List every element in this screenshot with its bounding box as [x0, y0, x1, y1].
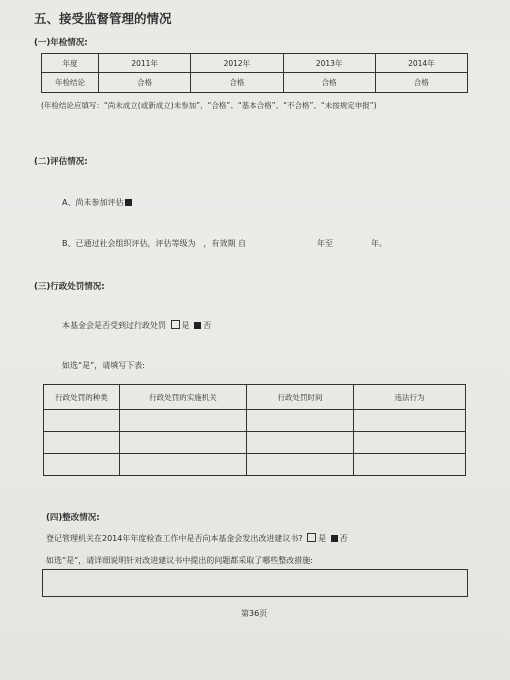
result-cell: 合格 — [191, 73, 283, 93]
rectification-yes-checkbox[interactable] — [307, 533, 316, 542]
penalty-cell[interactable] — [120, 432, 247, 454]
rectification-heading: (四)整改情况: — [46, 513, 100, 523]
table-row — [44, 454, 466, 476]
evaluation-heading: (二)评估情况: — [34, 157, 88, 167]
option-b-part1: B、已通过社会组织评估，评估等级为 — [62, 239, 196, 248]
penalty-cell[interactable] — [354, 432, 466, 454]
annual-inspection-table — [41, 53, 468, 93]
penalty-cell[interactable] — [44, 432, 120, 454]
penalty-cell[interactable] — [354, 454, 466, 476]
evaluation-option-a — [62, 197, 134, 208]
option-b-part4: 年。 — [371, 239, 387, 248]
penalty-cell[interactable] — [247, 432, 354, 454]
table-row — [44, 410, 466, 432]
penalty-cell[interactable] — [120, 454, 247, 476]
result-cell: 合格 — [99, 73, 191, 93]
result-cell: 合格 — [283, 73, 375, 93]
table-row — [44, 432, 466, 454]
penalty-question-line — [62, 320, 211, 331]
penalty-cell[interactable] — [44, 410, 120, 432]
rectification-no-label: 否 — [339, 534, 348, 543]
option-a-label: A、尚未参加评估 — [62, 198, 124, 207]
result-cell: 合格 — [375, 73, 467, 93]
rectification-answer-box[interactable] — [42, 569, 468, 597]
penalty-instruction: 如选“是”，请填写下表: — [62, 361, 145, 370]
evaluation-option-b — [62, 238, 246, 249]
penalty-cell[interactable] — [354, 410, 466, 432]
option-b-part2: ，有效期 自 — [203, 239, 247, 248]
rectification-instruction: 如选“是”，请详细说明针对改进建议书中提出的问题都采取了哪些整改措施: — [46, 556, 313, 565]
option-b-part3: 年至 — [317, 239, 333, 248]
year-cell: 2013年 — [283, 54, 375, 73]
penalty-col-type: 行政处罚的种类 — [44, 385, 120, 410]
penalty-heading: (三)行政处罚情况: — [34, 282, 105, 292]
rectification-no-checkbox[interactable] — [331, 535, 338, 542]
annual-inspection-heading: (一)年检情况: — [34, 38, 88, 48]
penalty-cell[interactable] — [44, 454, 120, 476]
result-label-cell: 年检结论 — [42, 73, 99, 93]
page-number: 第36页 — [241, 609, 268, 618]
penalty-yes-label: 是 — [181, 321, 190, 330]
rectification-yes-label: 是 — [318, 534, 327, 543]
year-cell: 2014年 — [375, 54, 467, 73]
year-header-cell: 年度 — [42, 54, 99, 73]
penalty-question: 本基金会是否受到过行政处罚 — [62, 321, 166, 330]
penalty-cell[interactable] — [120, 410, 247, 432]
penalty-no-checkbox[interactable] — [194, 322, 201, 329]
annual-note: (年检结论应填写：“尚未成立(或新成立)未参加”、“合格”、“基本合格”、“不合格”、“未按规定申报”) — [41, 101, 377, 110]
penalty-no-label: 否 — [203, 321, 212, 330]
penalty-cell[interactable] — [247, 454, 354, 476]
penalty-col-violation: 违法行为 — [354, 385, 466, 410]
penalty-cell[interactable] — [247, 410, 354, 432]
section-title: 五、接受监督管理的情况 — [34, 11, 172, 26]
penalty-yes-checkbox[interactable] — [171, 320, 180, 329]
rectification-question: 登记管理机关在2014年年度检查工作中是否向本基金会发出改进建议书? — [46, 534, 303, 543]
penalty-table — [43, 384, 466, 476]
rectification-question-line — [46, 533, 348, 544]
option-a-checkbox[interactable] — [125, 199, 132, 206]
penalty-col-time: 行政处罚时间 — [247, 385, 354, 410]
year-cell: 2012年 — [191, 54, 283, 73]
year-cell: 2011年 — [99, 54, 191, 73]
penalty-col-authority: 行政处罚的实施机关 — [120, 385, 247, 410]
